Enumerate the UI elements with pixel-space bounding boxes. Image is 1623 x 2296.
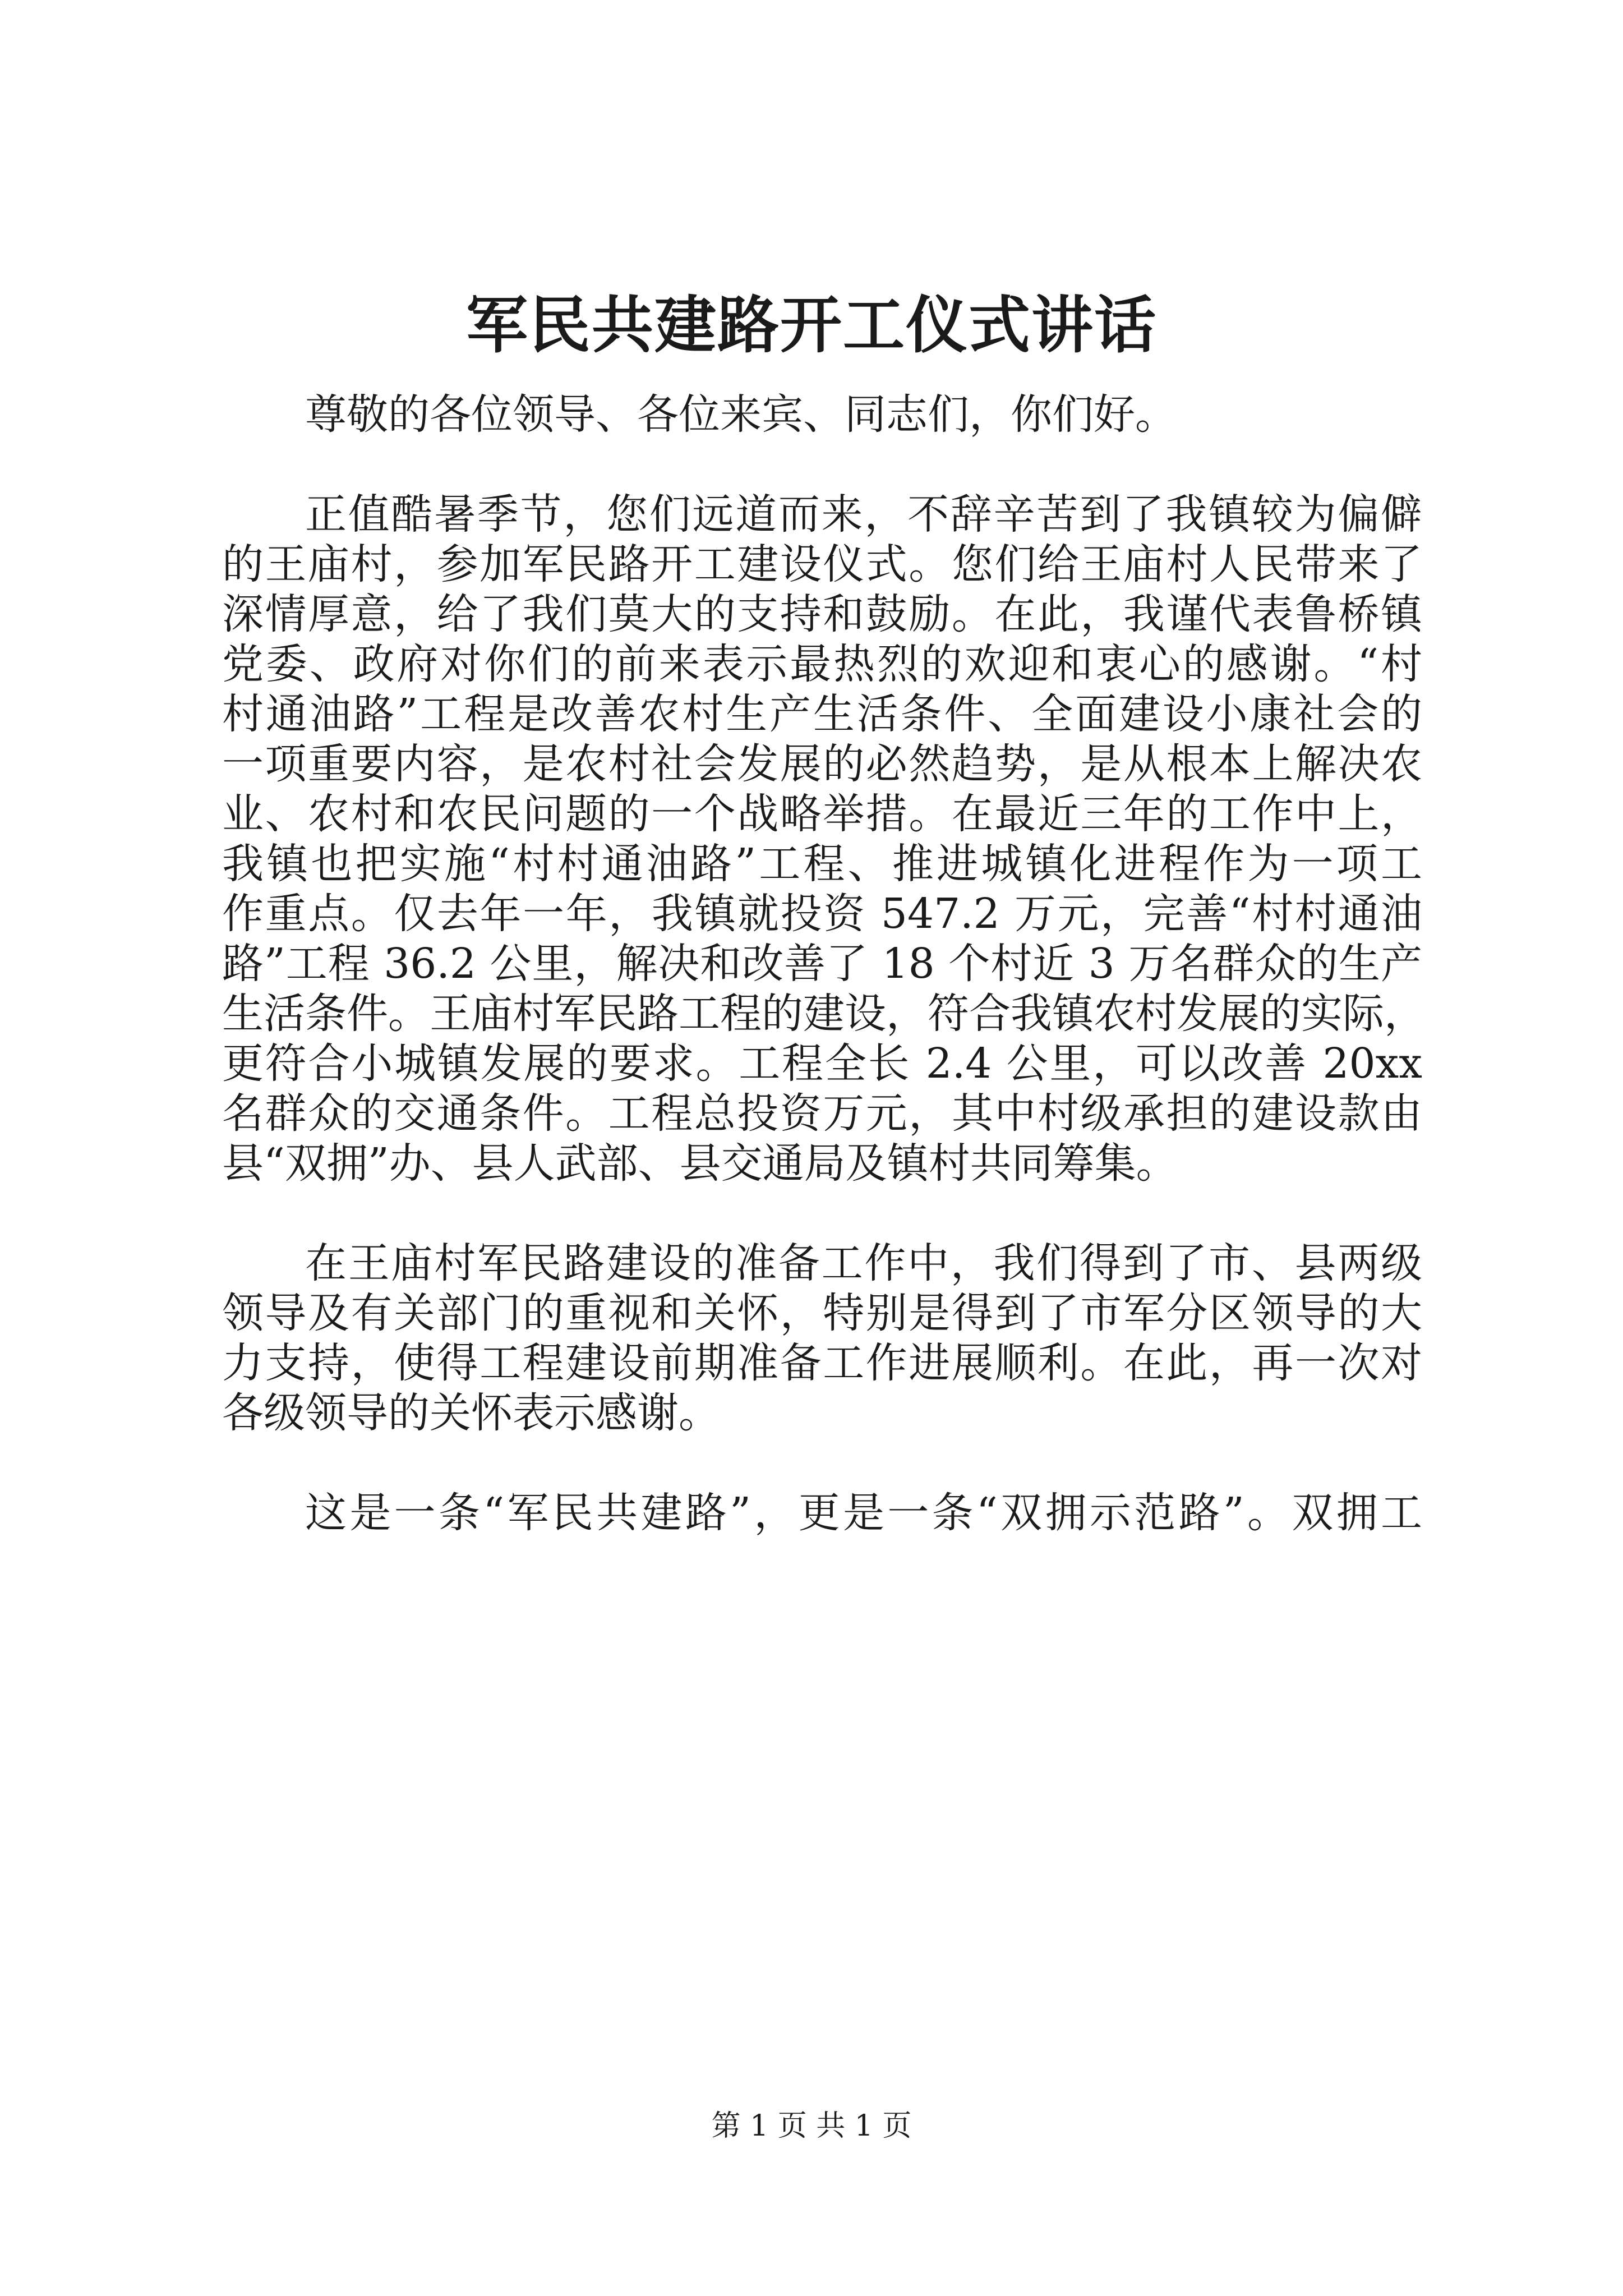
page-footer: 第 1 页 共 1 页: [711, 2109, 912, 2143]
paragraph-line: 名群众的交通条件。工程总投资万元，其中村级承担的建设款由: [222, 1089, 1422, 1138]
paragraph-line: 力支持，使得工程建设前期准备工作进展顺利。在此，再一次对: [222, 1339, 1422, 1387]
paragraph-line: 路”工程 36.2 公里，解决和改善了 18 个村近 3 万名群众的生产: [222, 940, 1422, 988]
paragraph-1: [222, 490, 1426, 1189]
paragraph-line: 这是一条“军民共建路”，更是一条“双拥示范路”。双拥工: [305, 1489, 1422, 1537]
paragraph-line: 更符合小城镇发展的要求。工程全长 2.4 公里，可以改善 20xx: [222, 1039, 1422, 1088]
paragraph-gap: [222, 1438, 1422, 1488]
paragraph-line: 各级领导的关怀表示感谢。: [222, 1389, 720, 1437]
greeting-line: 尊敬的各位领导、各位来宾、同志们，你们好。: [305, 390, 1177, 439]
paragraph-line: 作重点。仅去年一年，我镇就投资 547.2 万元，完善“村村通油: [222, 890, 1422, 938]
paragraph-line: 深情厚意，给了我们莫大的支持和鼓励。在此，我谨代表鲁桥镇: [222, 590, 1422, 638]
paragraph-line: 党委、政府对你们的前来表示最热烈的欢迎和衷心的感谢。“村: [222, 640, 1422, 688]
paragraph-gap: [222, 1189, 1422, 1239]
paragraph-line: 正值酷暑季节，您们远道而来，不辞辛苦到了我镇较为偏僻: [305, 490, 1422, 539]
paragraph-line: 的王庙村，参加军民路开工建设仪式。您们给王庙村人民带来了: [222, 540, 1422, 588]
paragraph-3: [222, 1488, 1422, 1538]
paragraph-line: 我镇也把实施“村村通油路”工程、推进城镇化进程作为一项工: [222, 840, 1422, 888]
document-body: [222, 390, 1426, 1538]
paragraph-line: 县“双拥”办、县人武部、县交通局及镇村共同筹集。: [222, 1139, 1178, 1188]
paragraph-2: [222, 1239, 1422, 1438]
paragraph-gap: [222, 440, 1422, 490]
paragraph-line: 业、农村和农民问题的一个战略举措。在最近三年的工作中上，: [222, 790, 1422, 838]
paragraph-line: 生活条件。王庙村军民路工程的建设，符合我镇农村发展的实际，: [222, 990, 1426, 1038]
paragraph-line: 村通油路”工程是改善农村生产生活条件、全面建设小康社会的: [222, 690, 1422, 738]
paragraph-line: 在王庙村军民路建设的准备工作中，我们得到了市、县两级: [305, 1239, 1422, 1287]
document-title: 军民共建路开工仪式讲话: [466, 289, 1157, 361]
paragraph-line: 一项重要内容，是农村社会发展的必然趋势，是从根本上解决农: [222, 740, 1422, 788]
paragraph-line: 领导及有关部门的重视和关怀，特别是得到了市军分区领导的大: [222, 1289, 1422, 1337]
